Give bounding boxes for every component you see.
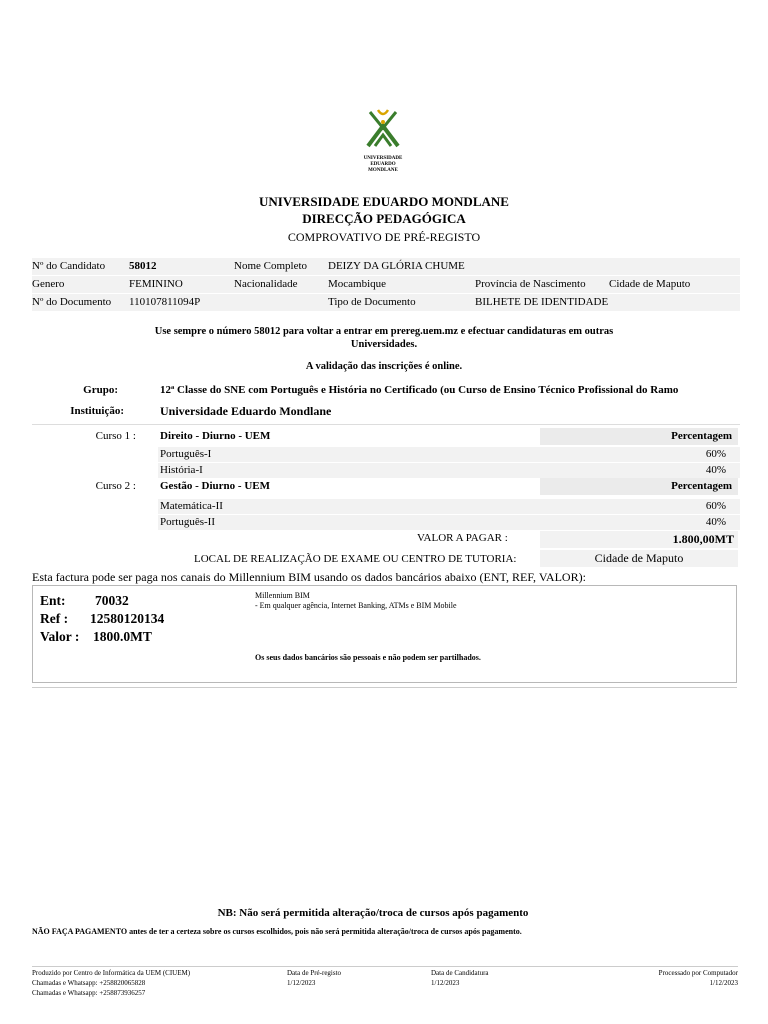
group-value: 12ª Classe do SNE com Português e História no Certificado (ou Curso de Ensino Técnico Profissional do Ramo — [160, 384, 679, 396]
footer-processed — [598, 968, 738, 988]
course-1-subject-2: História-I — [160, 464, 203, 476]
birth-province: Cidade de Maputo — [609, 278, 691, 290]
footer-producer — [32, 968, 190, 998]
privacy-notice: Os seus dados bancários são pessoais e não podem ser partilhados. — [255, 653, 481, 662]
amount-label: VALOR A PAGAR : — [417, 532, 508, 544]
no-payment-warning-bold: NÃO FAÇA PAGAMENTO — [32, 927, 128, 936]
candidate-number: 58012 — [129, 260, 157, 272]
footer-divider — [32, 966, 738, 967]
contact-2: Chamadas e Whatsapp: +258873936257 — [32, 989, 146, 997]
exam-location-value: Cidade de Maputo — [594, 551, 684, 565]
document-number: 110107811094P — [129, 296, 201, 308]
reentry-notice-line-1: Use sempre o número 58012 para voltar a entrar em prereg.uem.mz e efectuar candidaturas em outras — [154, 326, 614, 337]
payment-box — [32, 585, 737, 683]
document-type: BILHETE DE IDENTIDADE — [475, 296, 609, 308]
gender: FEMININO — [129, 278, 183, 290]
logo-line-3: MONDLANE — [368, 168, 398, 173]
valor-label: Valor : — [40, 629, 80, 644]
no-payment-warning-rest: antes de ter a certeza sobre os cursos escolhidos, pois não será permitida alteração/troca de cursos após pagamento. — [127, 927, 522, 936]
no-payment-warning — [32, 927, 522, 936]
course-2-subject-2-pct: 40% — [705, 516, 726, 528]
birth-province-label: Província de Nascimento — [475, 278, 586, 290]
course-1-name: Direito - Diurno - UEM — [160, 430, 271, 442]
exam-location-label: LOCAL DE REALIZAÇÃO DE EXAME OU CENTRO DE TUTORIA: — [194, 553, 517, 565]
amount-value: 1.800,00MT — [672, 532, 734, 546]
department-title: DIRECÇÃO PEDAGÓGICA — [302, 211, 466, 226]
bank-name: Millennium BIM — [255, 591, 310, 600]
ent-value: 70032 — [95, 593, 129, 608]
nb-warning: NB: Não será permitida alteração/troca de cursos após pagamento — [217, 907, 529, 919]
processed-date: 1/12/2023 — [709, 979, 738, 987]
ref-value: 12580120134 — [90, 611, 165, 626]
course-1-subject-2-pct: 40% — [705, 464, 726, 476]
prereg-date: 1/12/2023 — [287, 979, 316, 987]
full-name: DEIZY DA GLÓRIA CHUME — [328, 260, 465, 272]
university-title: UNIVERSIDADE EDUARDO MONDLANE — [259, 194, 509, 209]
validation-notice: A validação das inscrições é online. — [305, 361, 463, 372]
produced-by: Produzido por Centro de Informática da UEM (CIUEM) — [32, 969, 191, 977]
institution-label: Instituição: — [70, 405, 124, 417]
ref-label: Ref : — [40, 611, 69, 626]
logo-line-2: EDUARDO — [370, 162, 396, 167]
course-1-pct-header: Percentagem — [671, 430, 732, 442]
ent-label: Ent: — [40, 593, 66, 608]
divider-top — [32, 424, 740, 425]
course-2-name: Gestão - Diurno - UEM — [160, 480, 270, 492]
course-2-subject-2: Português-II — [160, 516, 215, 528]
course-2-subject-1: Matemática-II — [160, 500, 223, 512]
application-date-label: Data de Candidatura — [431, 969, 489, 977]
bank-channels: - Em qualquer agência, Internet Banking, ATMs e BIM Mobile — [255, 601, 457, 610]
payment-box-divider — [32, 687, 737, 688]
contact-1: Chamadas e Whatsapp: +258820065828 — [32, 979, 146, 987]
institution-value: Universidade Eduardo Mondlane — [160, 404, 332, 418]
group-label: Grupo: — [83, 384, 118, 396]
logo-emblem-icon — [358, 108, 408, 156]
course-1-subject-1: Português-I — [160, 448, 212, 460]
reentry-notice — [0, 325, 768, 351]
course-2-label: Curso 2 : — [95, 480, 136, 492]
prereg-date-label: Data de Pré-registo — [287, 969, 342, 977]
candidate-number-label: Nº do Candidato — [32, 260, 106, 272]
course-1-subject-1-pct: 60% — [705, 448, 726, 460]
payment-intro: Esta factura pode ser paga nos canais do Millennium BIM usando os dados bancários abaixo (ENT, REF, VALOR): — [32, 570, 586, 584]
nationality-label: Nacionalidade — [234, 278, 298, 290]
nationality: Mocambique — [328, 278, 387, 290]
footer-application — [431, 968, 489, 988]
footer-prereg — [287, 968, 341, 988]
university-logo — [358, 108, 408, 178]
course-2-subject-1-pct: 60% — [705, 500, 726, 512]
document-number-label: Nº do Documento — [32, 296, 112, 308]
gender-label: Genero — [32, 278, 65, 290]
valor-value: 1800.0MT — [93, 629, 152, 644]
document-title: COMPROVATIVO DE PRÉ-REGISTO — [287, 230, 481, 244]
full-name-label: Nome Completo — [234, 260, 308, 272]
reentry-notice-line-2: Universidades. — [350, 339, 418, 350]
processed-label: Processado por Computador — [658, 969, 738, 977]
logo-line-1: UNIVERSIDADE — [363, 156, 403, 161]
course-1-label: Curso 1 : — [95, 430, 136, 442]
application-date: 1/12/2023 — [431, 979, 460, 987]
course-2-pct-header: Percentagem — [671, 480, 732, 492]
document-type-label: Tipo de Documento — [328, 296, 416, 308]
